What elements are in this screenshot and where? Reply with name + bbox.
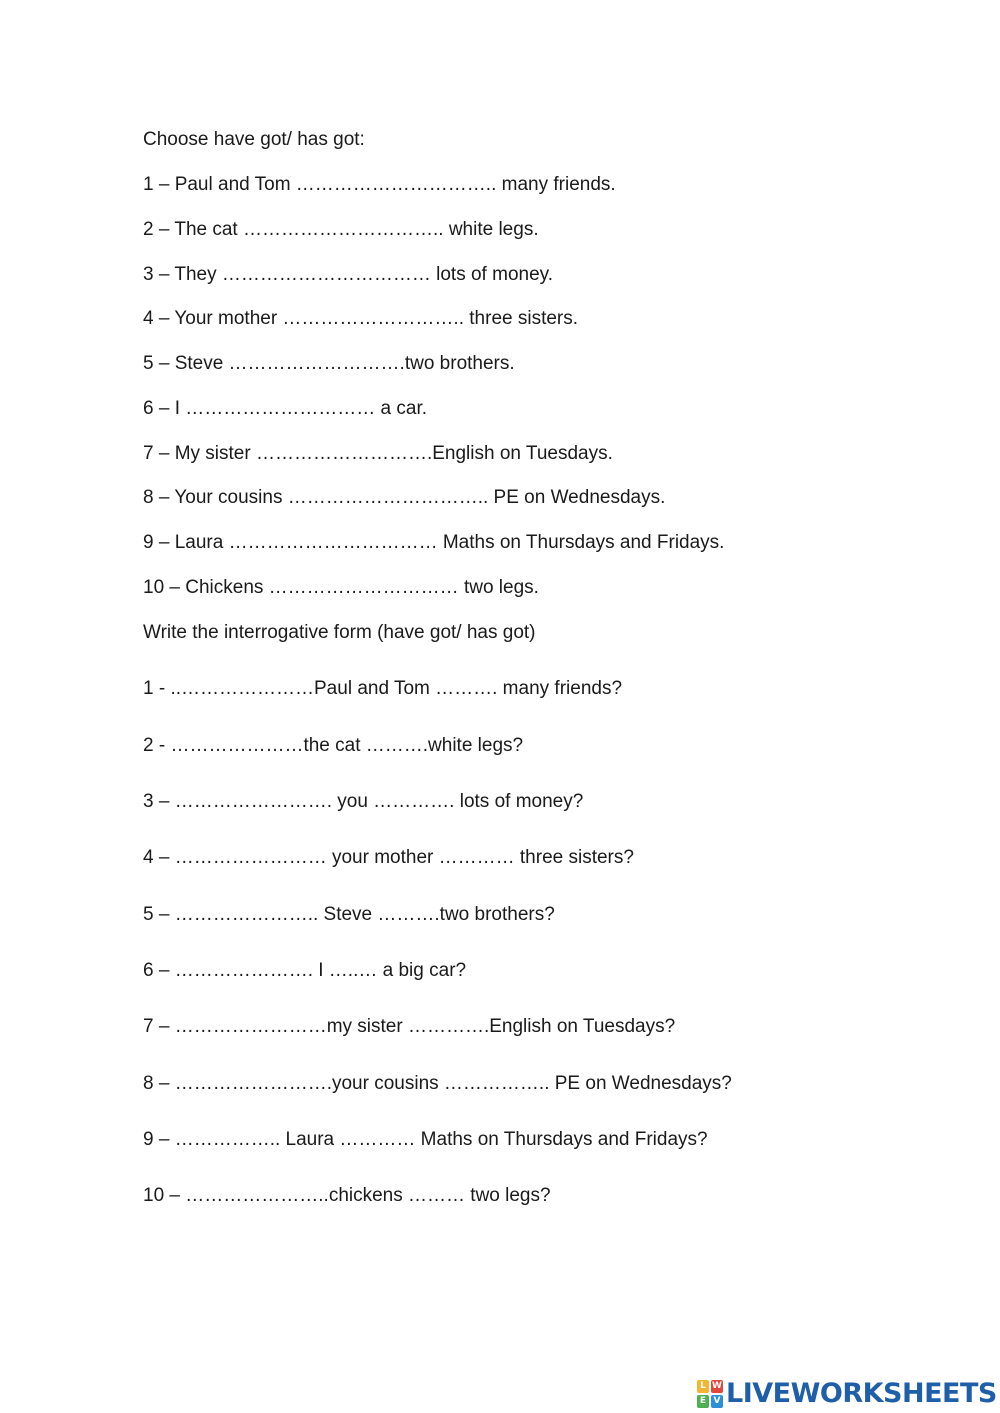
exercise-item: 8 – Your cousins ………………………….. PE on Wednesdays. — [143, 487, 666, 508]
exercise-item: 3 – ……………………. you …………. lots of money? — [143, 791, 584, 812]
exercise-item: 3 – They …………………………… lots of money. — [143, 264, 554, 285]
logo-tile: W — [712, 1381, 722, 1391]
exercise-item: 2 – The cat ………………………….. white legs. — [143, 219, 539, 240]
exercise-item: 4 – …………………… your mother ………… three sisters? — [143, 847, 634, 868]
liveworksheets-brand[interactable] — [697, 1379, 997, 1409]
exercise-item: 1 - ..…………………Paul and Tom ………. many friends? — [143, 678, 623, 699]
exercise-item: 6 – …………………. I …..… a big car? — [143, 960, 467, 981]
exercise-item: 4 – Your mother ……………………….. three sisters. — [143, 308, 579, 329]
exercise-item: 1 – Paul and Tom ………………………….. many friends. — [143, 174, 616, 195]
exercise-item: 7 – ……………………my sister ………….English on Tuesdays? — [143, 1016, 676, 1037]
exercise-item: 7 – My sister ……………………….English on Tuesdays. — [143, 443, 613, 464]
exercise-item: 5 – Steve ……………………….two brothers. — [143, 353, 515, 374]
part1-title: Choose have got/ has got: — [143, 129, 365, 150]
exercise-item: 9 – Laura …………………………… Maths on Thursdays and Fridays. — [143, 532, 725, 553]
exercise-item: 10 – …………………..chickens ……… two legs? — [143, 1185, 551, 1206]
exercise-item: 8 – …………………….your cousins …………….. PE on Wednesdays? — [143, 1073, 732, 1094]
liveworksheets-logo-icon — [697, 1380, 723, 1408]
exercise-item: 9 – …………….. Laura ………… Maths on Thursdays and Fridays? — [143, 1129, 708, 1150]
exercise-item: 6 – I ………………………… a car. — [143, 398, 427, 419]
logo-tile: L — [697, 1380, 709, 1393]
logo-tile: E — [697, 1395, 709, 1408]
exercise-item: 2 - …………………the cat ……….white legs? — [143, 735, 524, 756]
brand-name: LIVEWORKSHEETS — [726, 1378, 997, 1409]
logo-tile: V — [711, 1395, 723, 1408]
part2-title: Write the interrogative form (have got/ has got) — [143, 622, 536, 643]
exercise-item: 5 – ………………….. Steve ……….two brothers? — [143, 904, 555, 925]
exercise-item: 10 – Chickens ………………………… two legs. — [143, 577, 539, 598]
